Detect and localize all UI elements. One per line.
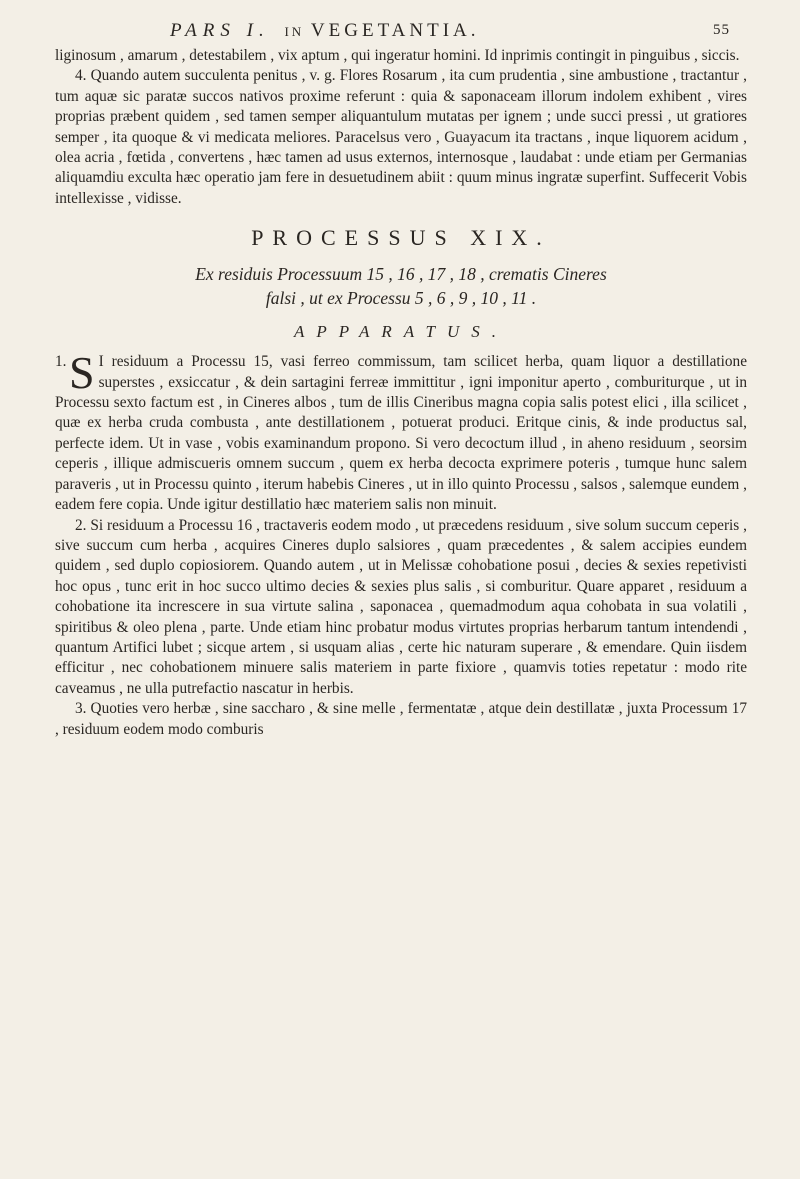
section-subtitle-line-1: Ex residuis Processuum 15 , 16 , 17 , 18 , crematis Cineres [195,264,607,285]
paragraph-3: 3. Quoties vero herbæ , sine saccharo , & sine melle , fermentatæ , atque dein destillatæ , juxta Processum 17 , residuum eodem modo comburis [55,700,747,738]
paragraph-1 [55,347,747,515]
intro-paragraph: 4. Quando autem succulenta penitus , v. g. Flores Rosarum , ita cum prudentia , sine ambustione , tractantur , tum aquæ sic paratæ succos nativos proxime referunt : quia & saponaceam illorum indolem exhibent , vires proprias præbent quidem , sed tamen semper aliquantulum mutatas per ignem ; unde succi pressi , ut gratiores semper , ita quoque & vi medicata meliores. Paracelsus vero , Guayacum ita tractans , inque liquorem acidum , olea acria , fœtida , convertens , hæc tamen ad usus externos, internosque , laudabat : unde etiam per Germanias aliquamdiu exculta hæc operatio jam fere in desuetudinem abiit : quum minus ingratæ superfint. Suffecerit Vobis intellexisse , vidisse. [55,67,747,207]
paragraph-2: 2. Si residuum a Processu 16 , tractaveris eodem modo , ut præcedens residuum , sive solum succum ceperis , sive succum cum herba , acquires Cineres duplo salsiores , quam præcedentes , & salem accipies eundem quidem , sed duplo copiosiorem. Quando autem , ut in Melissæ cohobatione posui , decies & sexies repetivisti hoc opus , tunc erit in hoc succo ultimo decies & sexies plus salis , si comburitur. Quare apparet , residuum a cohobatione ita increscere in sua virtute salina , saponacea , quemadmodum aqua cohobata in sua volatili , spiritibus & oleo plena , parte. Unde etiam hinc probatur modus virtutes proprias herbarum tantum intendendi , quantum Artifici lubet ; sicque artem , si usquam alias , certe hic naturam superare , & emendare. Quin iisdem efficitur , nec cohobationem minuere salis materiem in parte fixiore , quamvis toties repetatur : modo rite caveamus , ne ulla putrefactio nascatur in herbis. [55,516,747,697]
paragraph-1-text: I residuum a Processu 15, vasi ferreo commissum, tam scilicet herba, quam liquor a destillatione superstes , exsiccatur , & dein sartagini ferreæ immittitur , igni imponitur aperto , comburiturque , ut in Processu sexto factum est , in Cineres albos , tum de illis Cineribus magna copia salis potest elici , illa scilicet , quæ ex herba cruda combusta , ante destillationem , potuerat produci. Eritque cinis, & inde productus sal, perfecte idem. Ut in vase , vobis examinandum propono. Si vero decoctum illud , in aheno residuum , seorsim ceperis , illique admiscueris omnem succum , quem ex herba decocta exprimere poteris , tumque hunc salem paraveris , ut in Processu quinto , iterum habebis Cineres , ut in illo quinto Processu , salsos , salemque eundem , eadem fere copia. Unde igitur destillatio hæc materiem salis non minuit. [55,353,747,514]
header-part: PARS I. [170,20,270,41]
running-header [170,20,730,46]
header-subject: VEGETANTIA. [310,20,480,41]
body-text [55,46,747,740]
section-subtitle-line-2: falsi , ut ex Processu 5 , 6 , 9 , 10 , 11 . [265,288,537,309]
apparatus-heading: APPARATUS. [294,322,508,342]
section-title: PROCESSUS XIX. [251,225,551,251]
paragraph-1-number: 1. [55,353,67,371]
header-in: IN [284,24,305,39]
intro-paragraph: liginosum , amarum , detestabilem , vix aptum , qui ingeratur homini. Id inprimis contingit in pinguibus , siccis. [55,47,740,64]
page-number: 55 [713,22,730,38]
drop-cap: S [69,347,95,399]
